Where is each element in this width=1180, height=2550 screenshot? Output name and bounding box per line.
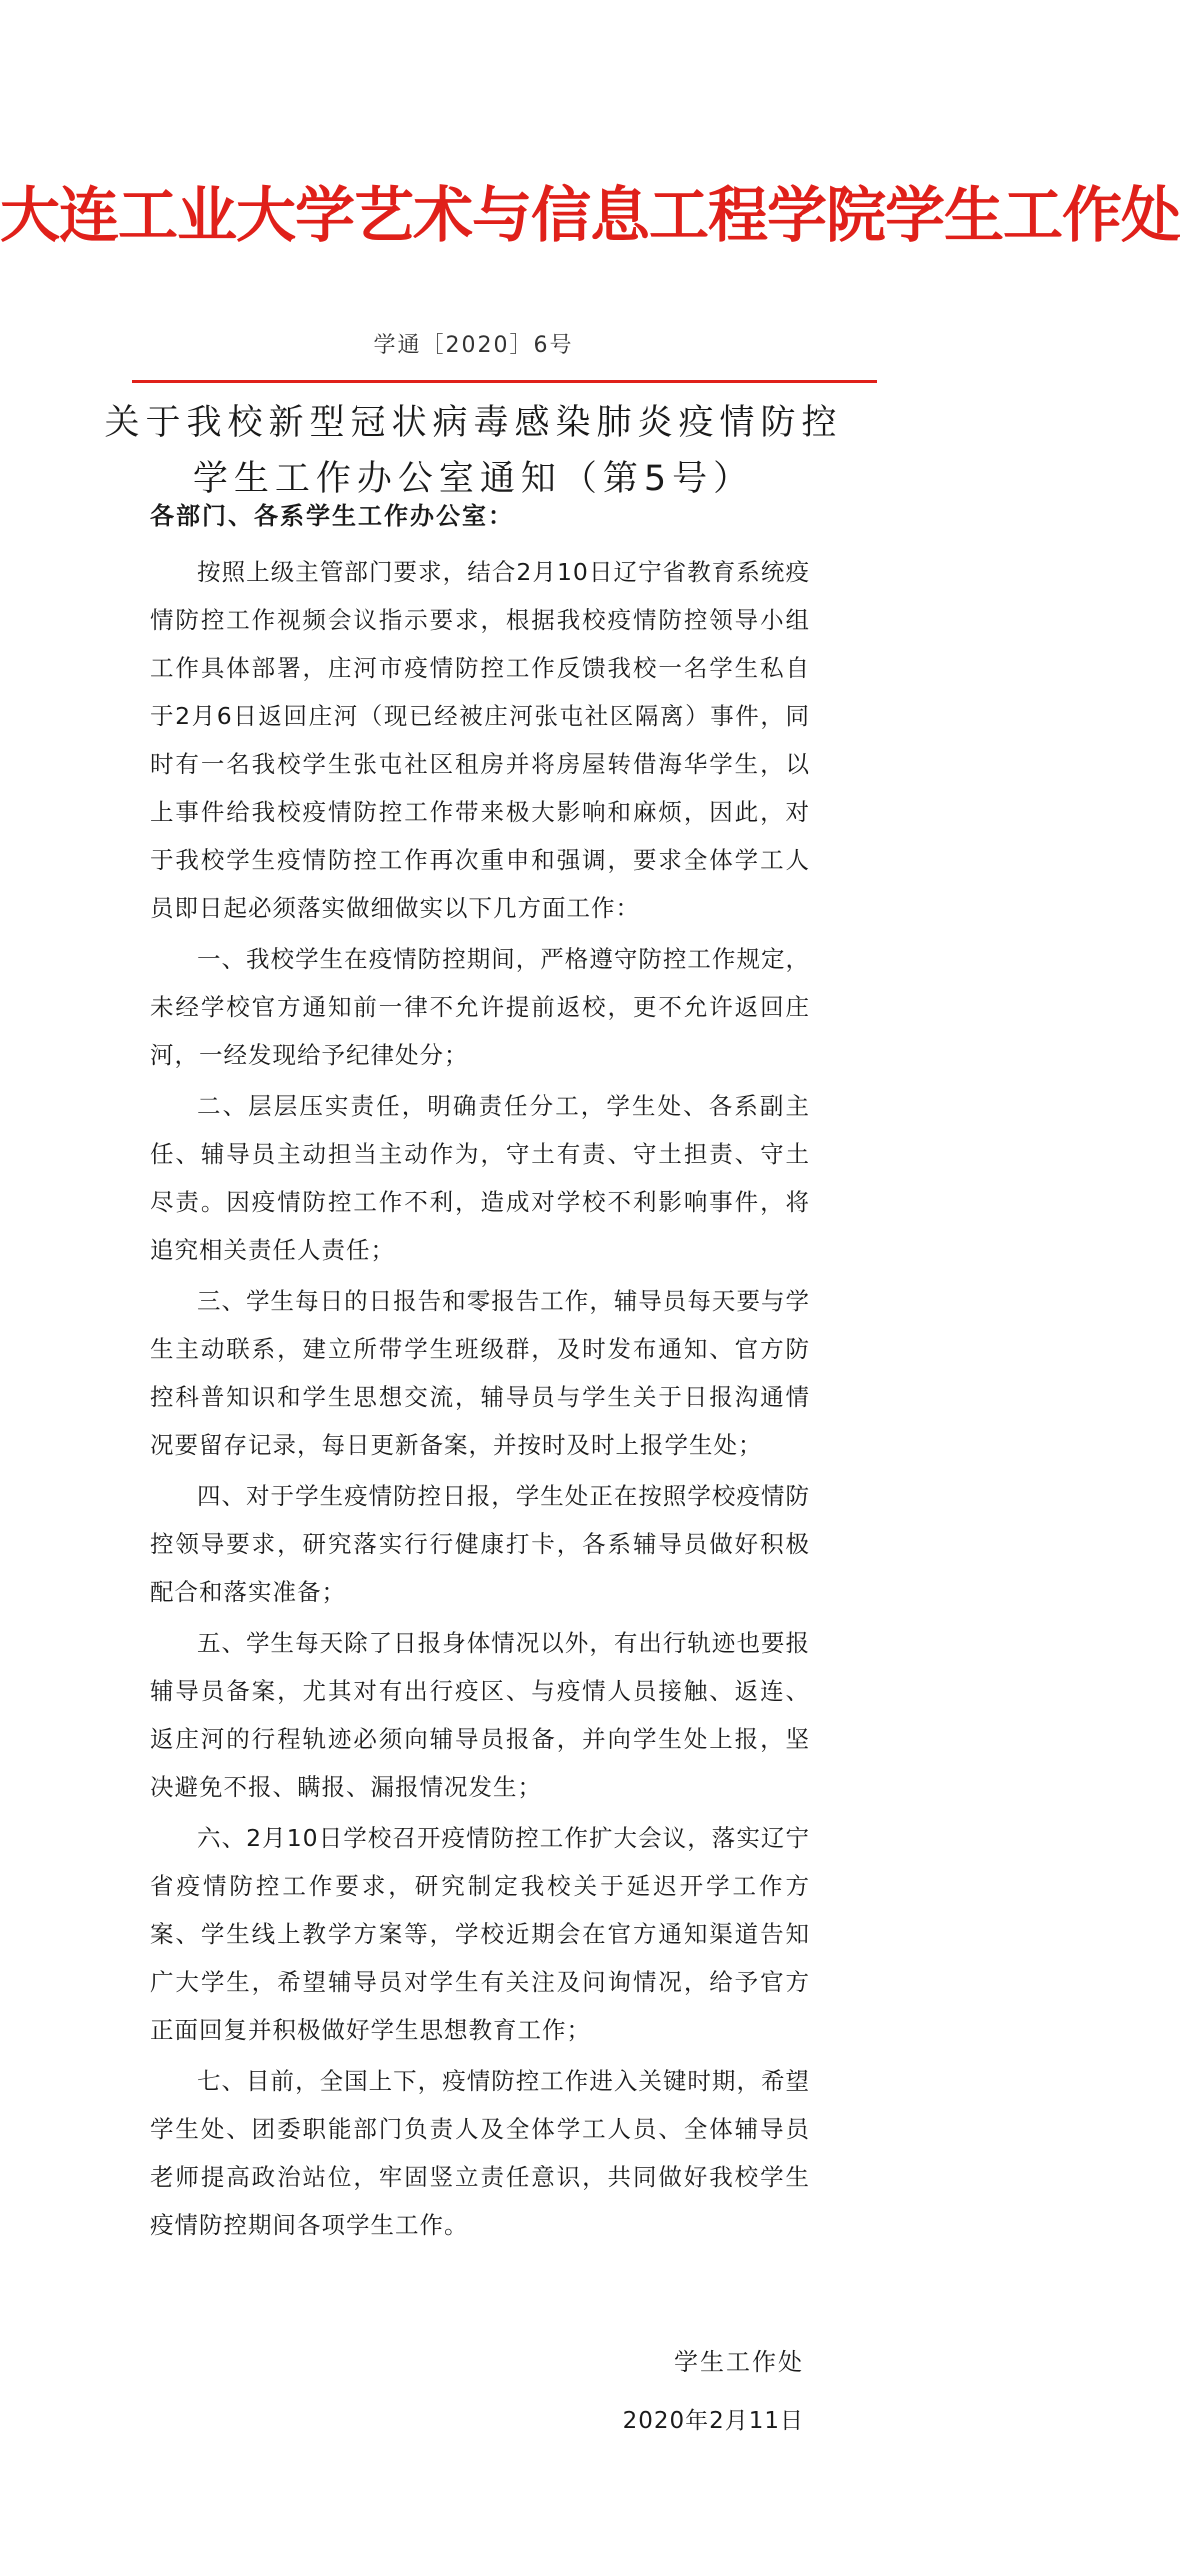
body-paragraph-5: 五、学生每天除了日报身体情况以外，有出行轨迹也要报辅导员备案，尤其对有出行疫区、与疫情人员接触、返连、返庄河的行程轨迹必须向辅导员报备，并向学生处上报，坚决避免不报、瞒报、漏报情况发生； bbox=[150, 1629, 810, 1801]
red-divider-line bbox=[132, 380, 877, 383]
document-number: 学通［2020］6号 bbox=[373, 333, 574, 358]
salutation: 各部门、各系学生工作办公室： bbox=[150, 502, 514, 530]
body-paragraph-3: 三、学生每日的日报告和零报告工作，辅导员每天要与学生主动联系，建立所带学生班级群，及时发布通知、官方防控科普知识和学生思想交流，辅导员与学生关于日报沟通情况要留存记录，每日更新备案，并按时及时上报学生处； bbox=[150, 1287, 810, 1459]
body-paragraph-7: 七、目前，全国上下，疫情防控工作进入关键时期，希望学生处、团委职能部门负责人及全体学工人员、全体辅导员老师提高政治站位，牢固竖立责任意识，共同做好我校学生疫情防控期间各项学生工作。 bbox=[150, 2067, 810, 2239]
notice-title-line-2: 学生工作办公室通知（第5号） bbox=[192, 459, 755, 499]
body-paragraph-4: 四、对于学生疫情防控日报，学生处正在按照学校疫情防控领导要求，研究落实行行健康打卡，各系辅导员做好积极配合和落实准备； bbox=[150, 1482, 810, 1606]
body-paragraph-6: 六、2月10日学校召开疫情防控工作扩大会议，落实辽宁省疫情防控工作要求，研究制定我校关于延迟开学工作方案、学生线上教学方案等，学校近期会在官方通知渠道告知广大学生，希望辅导员对学生有关注及问询情况，给予官方正面回复并积极做好学生思想教育工作； bbox=[150, 1824, 810, 2044]
notice-title bbox=[0, 395, 947, 507]
notice-title-line-1: 关于我校新型冠状病毒感染肺炎疫情防控 bbox=[104, 403, 843, 443]
body-paragraph-1: 一、我校学生在疫情防控期间，严格遵守防控工作规定，未经学校官方通知前一律不允许提前返校，更不允许返回庄河，一经发现给予纪律处分； bbox=[150, 945, 810, 1069]
issuer-masthead: 大连工业大学艺术与信息工程学院学生工作处 bbox=[0, 181, 1180, 251]
issue-date: 2020年2月11日 bbox=[622, 2408, 804, 2434]
body-paragraph-2: 二、层层压实责任，明确责任分工，学生处、各系副主任、辅导员主动担当主动作为，守土有责、守土担责、守土尽责。因疫情防控工作不利，造成对学校不利影响事件，将追究相关责任人责任； bbox=[150, 1092, 810, 1264]
notice-body bbox=[150, 548, 810, 2252]
body-paragraph-intro: 按照上级主管部门要求，结合2月10日辽宁省教育系统疫情防控工作视频会议指示要求，根据我校疫情防控领导小组工作具体部署，庄河市疫情防控工作反馈我校一名学生私自于2月6日返回庄河（现已经被庄河张屯社区隔离）事件，同时有一名我校学生张屯社区租房并将房屋转借海华学生，以上事件给我校疫情防控工作带来极大影响和麻烦，因此，对于我校学生疫情防控工作再次重申和强调，要求全体学工人员即日起必须落实做细做实以下几方面工作： bbox=[150, 558, 810, 922]
signature-issuer: 学生工作处 bbox=[674, 2348, 804, 2376]
